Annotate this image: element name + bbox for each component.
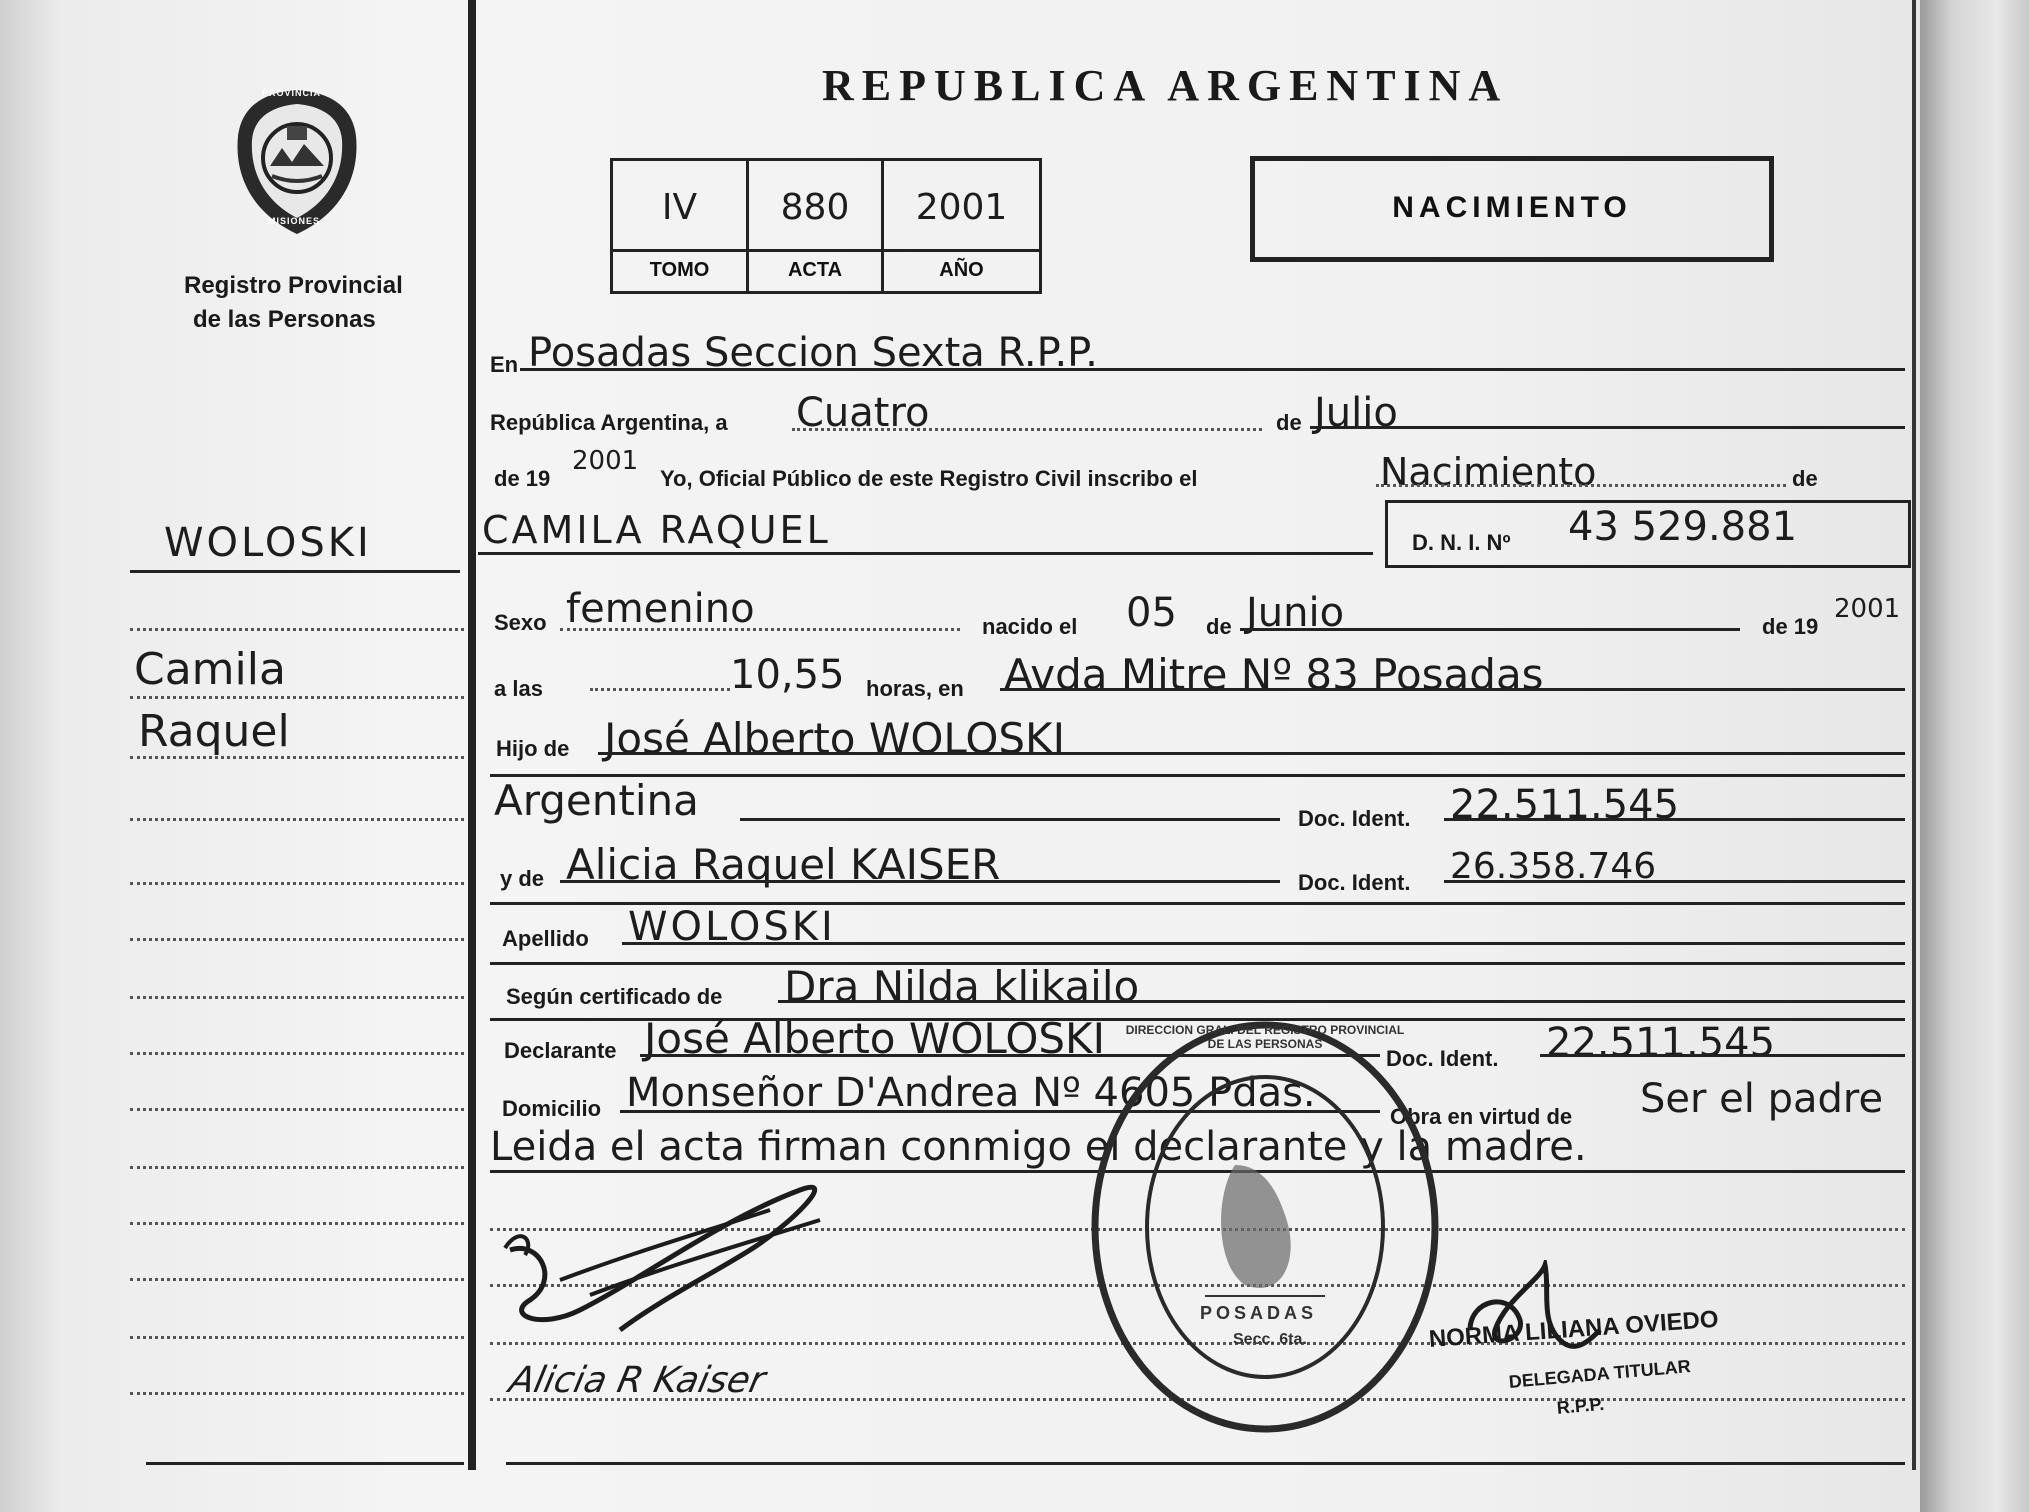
record-type-label: NACIMIENTO — [1392, 191, 1632, 224]
dni-number: 43 529.881 — [1568, 504, 1798, 550]
right-border — [1912, 0, 1916, 1470]
month: Julio — [1314, 390, 1398, 436]
label-de-2: de — [1206, 614, 1232, 639]
margin-dotted-line — [130, 1278, 464, 1281]
declarant-document: 22.511.545 — [1546, 1020, 1776, 1066]
dotted-field-line — [560, 628, 960, 631]
margin-dotted-line — [130, 938, 464, 941]
form-line — [1444, 880, 1905, 883]
form-line — [622, 942, 1905, 945]
label-hijo-de: Hijo de — [496, 736, 570, 761]
form-line — [598, 752, 1905, 755]
label-segun-certificado: Según certificado de — [506, 984, 723, 1009]
stamp-ring-text: DIRECCION GRAL. DEL REGISTRO PROVINCIAL DE LAS PERSONAS — [1125, 1023, 1405, 1051]
father-nationality: Argentina — [494, 776, 699, 825]
form-line — [478, 552, 1373, 555]
form-line — [778, 1000, 1905, 1003]
label-de-19b: de 19 — [1762, 614, 1819, 639]
stamp-section: Secc. 6ta. — [1233, 1331, 1307, 1348]
record-type-box — [1250, 156, 1774, 262]
birth-time: 10,55 — [730, 652, 845, 698]
record-number-box — [610, 158, 1042, 294]
form-bottom-line — [506, 1462, 1905, 1465]
label-dni: D. N. I. Nº — [1412, 530, 1511, 555]
margin-divider — [468, 0, 476, 1470]
label-en: En — [490, 352, 519, 377]
place-of-registration: Posadas Seccion Sexta R.P.P. — [528, 330, 1098, 376]
child-name: CAMILA RAQUEL — [482, 508, 831, 552]
tomo-value: IV — [661, 187, 698, 228]
form-line — [560, 880, 1280, 883]
margin-bottom-line — [146, 1462, 464, 1465]
mother-document: 26.358.746 — [1450, 846, 1657, 887]
form-line — [1240, 628, 1740, 631]
registry-name-line1: Registro Provincial — [184, 272, 403, 299]
sex: femenino — [566, 586, 755, 632]
label-apellido: Apellido — [502, 926, 589, 951]
form-line — [1000, 688, 1905, 691]
official-stamp — [1085, 1015, 1445, 1440]
margin-dotted-line — [130, 1052, 464, 1055]
form-line — [1540, 1054, 1905, 1057]
label-doc-ident-declarant: Doc. Ident. — [1386, 1046, 1499, 1071]
label-de-end: de — [1792, 466, 1818, 491]
record-box-separator — [613, 249, 1039, 252]
label-nacido-el: nacido el — [982, 614, 1078, 639]
label-de-19: de 19 — [494, 466, 551, 491]
year: 2001 — [572, 446, 639, 476]
birth-place: Avda Mitre Nº 83 Posadas — [1004, 650, 1544, 699]
mother-name: Alicia Raquel KAISER — [566, 840, 1001, 889]
ano-label: AÑO — [939, 259, 984, 281]
label-obra-en-virtud: Obra en virtud de — [1390, 1104, 1573, 1129]
form-line — [740, 818, 1280, 821]
form-line — [490, 962, 1905, 965]
birth-day: 05 — [1126, 590, 1177, 636]
margin-dotted-line — [130, 1108, 464, 1111]
label-de: de — [1276, 410, 1302, 435]
margin-dotted-line — [130, 756, 464, 759]
surname: WOLOSKI — [628, 904, 836, 950]
margin-dotted-line — [130, 696, 464, 699]
label-horas-en: horas, en — [866, 676, 964, 701]
acta-value: 880 — [780, 187, 850, 228]
address: Monseñor D'Andrea Nº 4605 Pdas. — [626, 1070, 1316, 1116]
page-edge — [1920, 0, 2029, 1512]
dotted-field-line — [590, 688, 730, 691]
official-name: NORMA LILIANA OVIEDO — [1428, 1305, 1720, 1353]
form-line — [490, 774, 1905, 777]
declarant-signature — [500, 1130, 980, 1350]
label-republica: República Argentina, a — [490, 410, 728, 435]
label-a-las: a las — [494, 676, 543, 701]
label-doc-ident-father: Doc. Ident. — [1298, 806, 1411, 831]
act-type: Nacimiento — [1380, 450, 1597, 494]
margin-dotted-line — [130, 1336, 464, 1339]
margin-dotted-line — [130, 882, 464, 885]
country-title: REPUBLICA ARGENTINA — [822, 61, 1509, 110]
label-official-statement: Yo, Oficial Público de este Registro Civil inscribo el — [660, 466, 1198, 491]
birth-year: 2001 — [1834, 594, 1901, 624]
tomo-cell — [613, 161, 749, 291]
seal-text-top: PROVINCIA — [262, 88, 322, 98]
birth-month: Junio — [1246, 590, 1345, 636]
tomo-label: TOMO — [649, 259, 710, 281]
margin-dotted-line — [130, 996, 464, 999]
day-in-words: Cuatro — [796, 390, 930, 436]
margin-given-name-2: Raquel — [138, 706, 290, 757]
ano-cell — [884, 161, 1039, 291]
margin-dotted-line — [130, 1392, 464, 1395]
margin-dotted-line — [130, 628, 464, 631]
father-document: 22.511.545 — [1450, 782, 1680, 828]
form-line — [1444, 818, 1905, 821]
registry-name-line2: de las Personas — [193, 306, 376, 333]
seal-text-bottom: MISIONES — [268, 216, 321, 226]
label-declarante: Declarante — [504, 1038, 617, 1063]
acta-label: ACTA — [787, 259, 843, 281]
stamp-city: POSADAS — [1200, 1303, 1318, 1323]
form-line — [520, 368, 1905, 371]
declarant-name: José Alberto WOLOSKI — [644, 1014, 1105, 1063]
margin-dotted-line — [130, 1222, 464, 1225]
capacity: Ser el padre — [1640, 1076, 1884, 1122]
label-sexo: Sexo — [494, 610, 547, 635]
margin-dotted-line — [130, 1166, 464, 1169]
dotted-field-line — [792, 428, 1262, 431]
margin-given-name-1: Camila — [134, 644, 286, 695]
form-line — [1310, 426, 1905, 429]
official-office: R.P.P. — [1556, 1393, 1605, 1418]
label-domicilio: Domicilio — [502, 1096, 602, 1121]
label-doc-ident-mother: Doc. Ident. — [1298, 870, 1411, 895]
official-title: DELEGADA TITULAR — [1508, 1356, 1692, 1392]
margin-dotted-line — [130, 818, 464, 821]
father-name: José Alberto WOLOSKI — [604, 714, 1065, 763]
mother-signature: Alicia R Kaiser — [505, 1360, 769, 1401]
provincial-seal — [232, 86, 362, 238]
margin-line — [130, 570, 460, 573]
ano-value: 2001 — [915, 187, 1008, 228]
certifying-doctor: Dra Nilda klikailo — [784, 962, 1140, 1011]
margin-surname: WOLOSKI — [164, 520, 372, 566]
dotted-field-line — [1376, 484, 1786, 487]
label-y-de: y de — [500, 866, 545, 891]
acta-cell — [749, 161, 884, 291]
closing-statement: Leida el acta firman conmigo el declarante y la madre. — [490, 1124, 1587, 1170]
